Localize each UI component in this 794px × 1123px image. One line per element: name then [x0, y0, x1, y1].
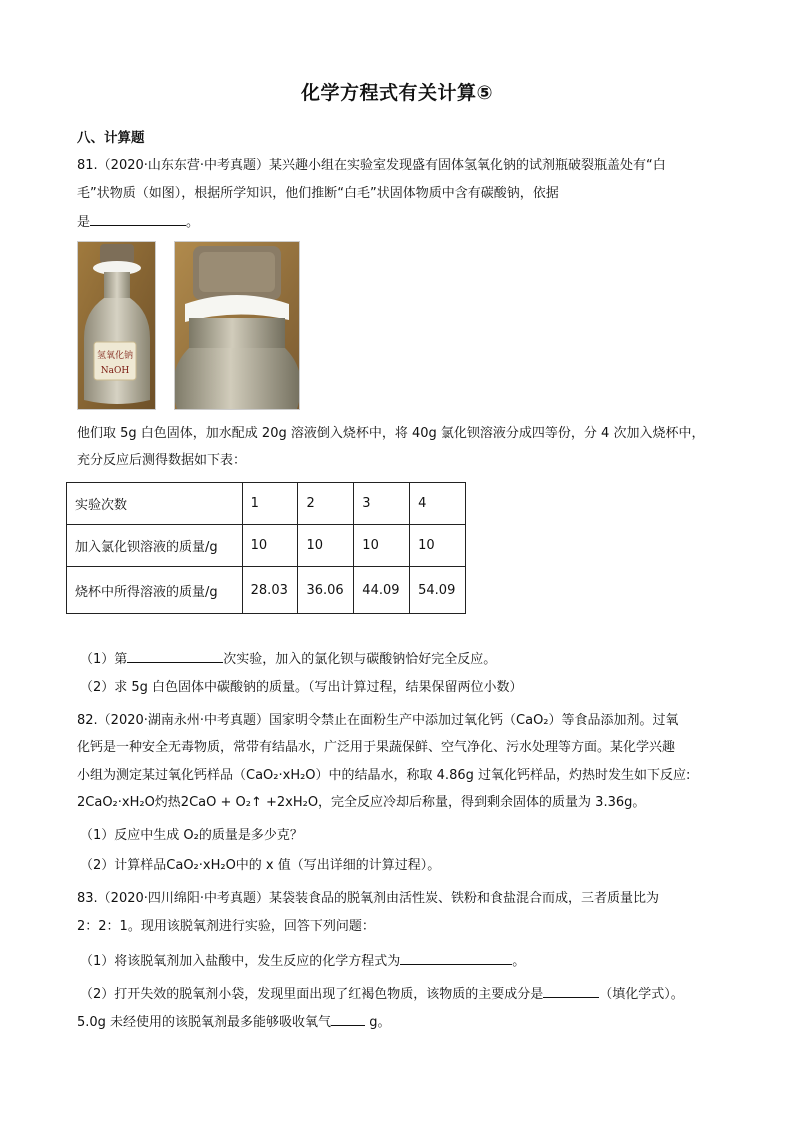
q82-line-1: 82.（2020·湖南永州·中考真题）国家明令禁止在面粉生产中添加过氧化钙（CaO₂）等食品添加剂。过氧 — [77, 713, 679, 728]
q81-sub-2: （2）求 5g 白色固体中碳酸钠的质量。（写出计算过程，结果保留两位小数） — [80, 680, 523, 695]
table-row — [67, 525, 466, 567]
answer-blank[interactable] — [331, 1011, 365, 1026]
q81-line-3 — [77, 211, 199, 233]
answer-blank[interactable] — [543, 983, 599, 998]
q83-sub-3 — [77, 1011, 390, 1033]
bottle-label-formula: NaOH — [100, 366, 130, 376]
answer-blank[interactable] — [400, 950, 512, 965]
q81-line-2: 毛”状物质（如图），根据所学知识，他们推断“白毛”状固体物质中含有碳酸钠，依据 — [77, 186, 559, 201]
experiment-data-table — [66, 482, 466, 614]
page-title: 化学方程式有关计算⑤ — [300, 82, 494, 104]
table-cell: 烧杯中所得溶液的质量/g — [67, 567, 243, 614]
q83-sub-3-prefix: 5.0g 未经使用的该脱氧剂最多能够吸收氧气 — [77, 1015, 332, 1030]
q83-line-2: 2：2：1。现用该脱氧剂进行实验，回答下列问题： — [77, 919, 375, 934]
table-cell: 3 — [354, 483, 410, 525]
table-row — [67, 483, 466, 525]
q81-line-3-suffix: 。 — [186, 215, 200, 230]
q81-intro-2: 充分反应后测得数据如下表： — [77, 453, 247, 468]
q81-line-3-prefix: 是 — [77, 215, 91, 230]
answer-blank[interactable] — [127, 648, 223, 663]
bottle-photo-1 — [77, 241, 156, 410]
q83-sub-1 — [80, 950, 525, 972]
table-cell: 54.09 — [410, 567, 466, 614]
q83-sub-2-suffix: （填化学式）。 — [599, 987, 684, 1002]
q81-sub-1-suffix: 次实验，加入的氯化钡与碳酸钠恰好完全反应。 — [223, 652, 497, 667]
q83-sub-2-prefix: （2）打开失效的脱氧剂小袋，发现里面出现了红褐色物质，该物质的主要成分是 — [80, 987, 544, 1002]
bottle-photo-1-image — [78, 242, 155, 409]
q83-sub-3-suffix: g。 — [365, 1015, 391, 1030]
table-cell: 28.03 — [242, 567, 298, 614]
bottle-photo-2-image — [175, 242, 299, 409]
q82-sub-2: （2）计算样品CaO₂·xH₂O中的 x 值（写出详细的计算过程）。 — [80, 858, 441, 873]
q83-line-1: 83.（2020·四川绵阳·中考真题）某袋装食品的脱氧剂由活性炭、铁粉和食盐混合而成，三者质量比为 — [77, 891, 660, 906]
bottle-label-chinese: 氢氧化钠 — [96, 351, 134, 361]
table-cell: 加入氯化钡溶液的质量/g — [67, 525, 243, 567]
table-cell: 10 — [410, 525, 466, 567]
q81-intro-1: 他们取 5g 白色固体，加水配成 20g 溶液倒入烧杯中，将 40g 氯化钡溶液分成四等份，分 4 次加入烧杯中， — [77, 426, 705, 441]
q81-line-1: 81.（2020·山东东营·中考真题）某兴趣小组在实验室发现盛有固体氢氧化钠的试剂瓶破裂瓶盖处有“白 — [77, 158, 666, 173]
q83-sub-2 — [80, 983, 684, 1005]
table-cell: 4 — [410, 483, 466, 525]
q82-line-2: 化钙是一种安全无毒物质，常带有结晶水，广泛用于果蔬保鲜、空气净化、污水处理等方面。某化学兴趣 — [77, 740, 676, 755]
q82-line-3: 小组为测定某过氧化钙样品（CaO₂·xH₂O）中的结晶水，称取 4.86g 过氧化钙样品，灼热时发生如下反应: — [77, 768, 691, 783]
table-row — [67, 567, 466, 614]
table-cell: 10 — [298, 525, 354, 567]
q81-sub-1 — [80, 648, 496, 670]
table-cell: 实验次数 — [67, 483, 243, 525]
q82-sub-1: （1）反应中生成 O₂的质量是多少克？ — [80, 828, 303, 843]
q83-sub-1-suffix: 。 — [512, 954, 526, 969]
table-cell: 44.09 — [354, 567, 410, 614]
answer-blank[interactable] — [90, 211, 186, 226]
table-cell: 10 — [354, 525, 410, 567]
q83-sub-1-prefix: （1）将该脱氧剂加入盐酸中，发生反应的化学方程式为 — [80, 954, 401, 969]
table-cell: 2 — [298, 483, 354, 525]
bottle-photo-2 — [174, 241, 300, 410]
table-cell: 10 — [242, 525, 298, 567]
section-heading: 八、计算题 — [77, 130, 145, 146]
q82-line-4: 2CaO₂·xH₂O灼热2CaO + O₂↑ +2xH₂O，完全反应冷却后称量，得到剩余固体的质量为 3.36g。 — [77, 795, 646, 810]
table-cell: 36.06 — [298, 567, 354, 614]
q81-sub-1-prefix: （1）第 — [80, 652, 128, 667]
table-cell: 1 — [242, 483, 298, 525]
